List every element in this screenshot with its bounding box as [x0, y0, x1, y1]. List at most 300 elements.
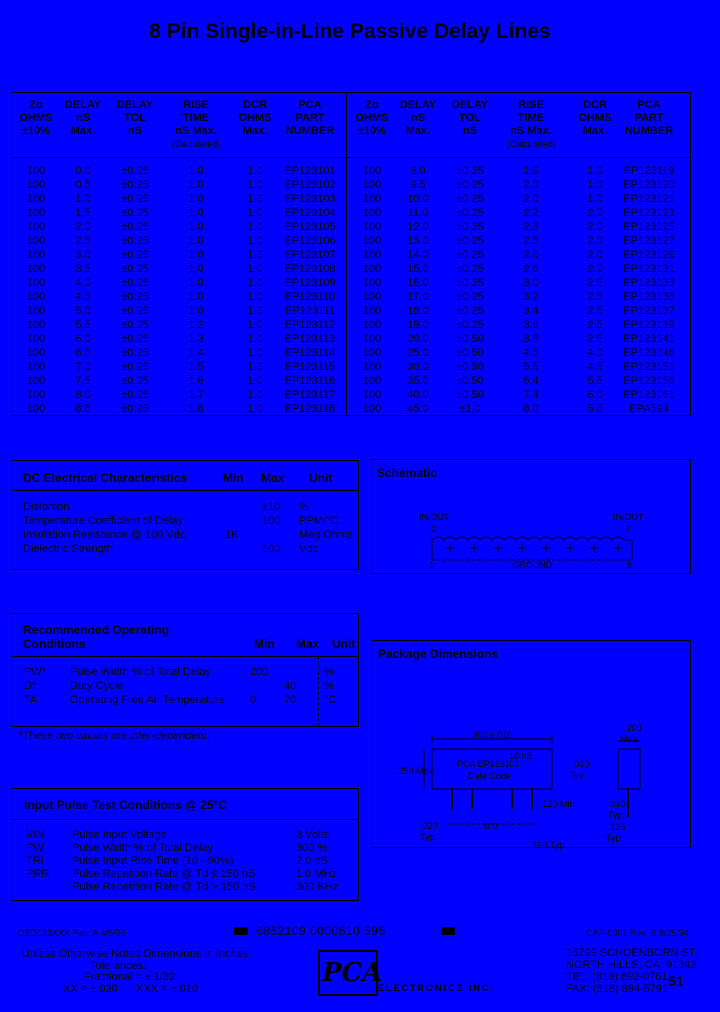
table-cell: ±0.25 — [121, 165, 149, 177]
dim-100: .100 Typ. — [530, 840, 567, 850]
rec-title-1: Recommended Operating — [23, 623, 170, 637]
dc-title: DC Electrical Characteristics — [23, 471, 188, 485]
table-cell: ±0.25 — [456, 319, 484, 331]
table-cell: ±0.25 — [121, 333, 149, 345]
rec-col-min: Min — [254, 637, 275, 651]
table-header-right-5-2: NUMBER — [624, 125, 674, 137]
table-cell: ±0.50 — [456, 375, 484, 387]
table-cell: ±1.0 — [459, 403, 481, 415]
table-cell: EP123108 — [284, 263, 336, 275]
table-cell: 3.4 — [523, 305, 539, 317]
addr-tel: TEL: (818) 892-0761 — [566, 971, 668, 983]
table-cell: 1.0 — [587, 179, 603, 191]
table-cell: ±0.25 — [456, 179, 484, 191]
table-cell: 1.7 — [188, 389, 204, 401]
table-header-left-2-1: TOL — [124, 112, 146, 124]
dc-row-max: ±10 — [262, 501, 281, 513]
table-cell: 12.0 — [407, 221, 429, 233]
table-cell: ±0.25 — [456, 249, 484, 261]
table-cell: 1.5 — [75, 207, 91, 219]
table-cell: EP123114 — [284, 347, 336, 359]
table-cell: ±0.25 — [121, 389, 149, 401]
dc-row-max: 100 — [262, 515, 281, 527]
schematic-pin-7: 7 — [626, 524, 632, 534]
addr-fax: FAX: (818) 894-5791 — [566, 983, 669, 995]
table-cell: 1.0 — [188, 277, 204, 289]
pkg-label-10ns: 10 nS — [509, 751, 533, 761]
table-cell: EP123133 — [623, 277, 675, 289]
table-header-right-1-1: nS — [410, 112, 426, 124]
table-header-left-3-3: (Calculated) — [171, 139, 221, 149]
table-cell: 2.6 — [523, 263, 539, 275]
dim-020-right-typ: Typ. — [569, 770, 587, 780]
table-header-left-5-2: NUMBER — [285, 125, 335, 137]
package-dimensions-box — [371, 640, 691, 848]
table-header-left-2-0: DELAY — [116, 99, 154, 111]
table-cell: ±0.25 — [121, 235, 149, 247]
dim-800: .800 ±.010 — [470, 730, 513, 740]
table-cell: ±0.25 — [456, 207, 484, 219]
table-cell: 1.0 — [188, 235, 204, 247]
table-cell: 1.8 — [188, 403, 204, 415]
input-row-label: Pulse Width % of Total Delay — [72, 842, 214, 854]
footer-note-1: Unless Otherwise Noted Dimensions in Inches — [22, 948, 249, 960]
table-cell: 2.0 — [523, 179, 539, 191]
table-cell: 14.0 — [407, 249, 429, 261]
table-cell: 1.0 — [247, 221, 263, 233]
table-cell: 1.6 — [188, 375, 204, 387]
table-cell: 1.0 — [247, 319, 263, 331]
table-cell: 1.0 — [587, 193, 603, 205]
table-cell: 100 — [26, 179, 46, 191]
input-row-sym: PW — [26, 842, 44, 854]
table-cell: 19.0 — [407, 319, 429, 331]
table-cell: 8.0 — [75, 389, 91, 401]
table-cell: 1.2 — [188, 319, 204, 331]
table-cell: ±0.50 — [456, 361, 484, 373]
rec-row-max: 40 — [284, 680, 297, 692]
table-cell: 4.0 — [75, 277, 91, 289]
table-cell: 100 — [362, 221, 382, 233]
dc-electrical-box — [11, 460, 359, 570]
table-cell: 1.0 — [247, 361, 263, 373]
table-cell: 2.0 — [587, 263, 603, 275]
dim-125-typ: Typ. — [606, 833, 624, 843]
dc-row-label: Insulation Resistance @ 100 Vdc — [23, 529, 186, 541]
table-cell: 4.5 — [523, 347, 539, 359]
dc-row-label: Distortion — [23, 501, 70, 513]
table-cell: ±0.25 — [121, 375, 149, 387]
table-cell: 1.9 — [523, 165, 539, 177]
page-number: 51 — [668, 973, 684, 989]
table-cell: ±0.25 — [121, 319, 149, 331]
table-cell: 2.5 — [587, 277, 603, 289]
table-cell: 1.0 — [247, 403, 263, 415]
recommended-operating-box — [11, 613, 359, 727]
table-cell: 100 — [26, 389, 46, 401]
table-cell: ±0.25 — [121, 305, 149, 317]
schematic-inout-left: IN/OUT — [419, 512, 450, 522]
table-cell: 2.5 — [523, 235, 539, 247]
table-header-right-2-2: nS — [462, 125, 478, 137]
table-cell: 25.0 — [407, 347, 429, 359]
table-cell: 100 — [26, 165, 46, 177]
rec-col-unit: Unit — [332, 637, 356, 651]
table-cell: 1.0 — [188, 305, 204, 317]
table-cell: 100 — [26, 193, 46, 205]
dc-col-max: Max — [261, 471, 285, 485]
table-cell: 5.5 — [523, 361, 539, 373]
table-cell: 100 — [362, 277, 382, 289]
table-cell: ±0.25 — [456, 263, 484, 275]
table-cell: 100 — [362, 249, 382, 261]
pkg-label-pca: PCA EP123101 — [457, 759, 520, 769]
input-row-val: 2.0 nS — [296, 855, 328, 867]
rec-row-unit: °C — [324, 694, 337, 706]
table-cell: 2.5 — [587, 319, 603, 331]
table-cell: EP123131 — [623, 263, 675, 275]
footer-right-code: CAP-0301 Rev. B 8/25/94 — [586, 928, 689, 938]
table-cell: 2.5 — [587, 305, 603, 317]
table-cell: EP123119 — [623, 165, 675, 177]
table-cell: EP123113 — [284, 333, 336, 345]
table-cell: EPA594 — [629, 403, 669, 415]
table-cell: ±0.25 — [121, 277, 149, 289]
table-cell: 17.0 — [407, 291, 429, 303]
table-header-left-0-0: Zo — [29, 99, 43, 111]
input-row-label: Pulse Input Rise Time (10 - 90%) — [72, 855, 234, 867]
input-row-sym: TRI — [26, 855, 44, 867]
dc-row-unit: Vdc — [299, 543, 318, 555]
schematic-ground-label: GROUND — [512, 560, 552, 570]
table-cell: ±0.25 — [121, 207, 149, 219]
table-header-left-4-2: Max. — [242, 125, 268, 137]
table-cell: EP123127 — [623, 235, 675, 247]
table-cell: ±0.50 — [456, 389, 484, 401]
table-header-right-2-0: DELAY — [451, 99, 489, 111]
footer-note-2: Tolerances: — [90, 960, 147, 972]
schematic-pin-1: 1 — [429, 560, 435, 570]
table-cell: 100 — [362, 263, 382, 275]
table-cell: 1.0 — [247, 249, 263, 261]
barcode-bar-left — [234, 927, 248, 935]
rec-row-min: 0 — [250, 694, 257, 706]
delay-lines-table — [11, 92, 691, 416]
table-cell: 6.0 — [75, 333, 91, 345]
table-cell: 45.0 — [407, 403, 429, 415]
table-cell: 5.0 — [75, 305, 91, 317]
table-cell: 6.0 — [587, 389, 603, 401]
footer-barcode: 6852109 0000610 696 — [256, 924, 386, 938]
table-cell: EP123110 — [284, 291, 336, 303]
table-cell: 1.0 — [188, 193, 204, 205]
dim-010: .010 — [608, 799, 626, 809]
table-cell: 3.8 — [523, 333, 539, 345]
table-cell: 100 — [26, 361, 46, 373]
footer-left-code: DSD123XXX Rev. A 4/5/96 — [18, 928, 126, 938]
table-cell: 100 — [362, 235, 382, 247]
table-cell: EP123129 — [623, 249, 675, 261]
table-cell: 1.0 — [75, 193, 91, 205]
table-cell: ±0.50 — [456, 333, 484, 345]
table-cell: 7.0 — [75, 361, 91, 373]
addr-2: NORTH HILLS, CA. 91343 — [566, 959, 697, 971]
input-row-sym: PRR — [26, 868, 50, 880]
table-header-right-1-0: DELAY — [399, 99, 437, 111]
table-cell: 1.0 — [188, 207, 204, 219]
table-cell: 100 — [362, 165, 382, 177]
table-cell: EP123141 — [623, 333, 675, 345]
table-cell: EP123139 — [623, 319, 675, 331]
package-drawing — [372, 641, 690, 847]
table-cell: EP123156 — [623, 375, 675, 387]
table-header-right-3-2: nS Max. — [510, 125, 552, 137]
dc-row-max: 100 — [262, 543, 281, 555]
table-cell: 1.0 — [247, 347, 263, 359]
table-cell: 4.5 — [75, 291, 91, 303]
table-header-left-0-1: OHMS — [19, 112, 53, 124]
table-cell: EP123101 — [284, 165, 336, 177]
input-row-label: Pulse Repetition Rate @ Td > 150 nS — [72, 881, 256, 893]
table-cell: EP123106 — [284, 235, 336, 247]
rec-row-sym: PW* — [24, 666, 46, 678]
table-cell: 3.2 — [523, 291, 539, 303]
table-cell: 7.4 — [523, 389, 539, 401]
table-cell: 4.0 — [587, 347, 603, 359]
dim-125: .125 — [608, 822, 626, 832]
rec-row-unit: % — [324, 666, 334, 678]
table-cell: 1.0 — [247, 291, 263, 303]
table-cell: EP123137 — [623, 305, 675, 317]
rec-row-min: 200 — [250, 666, 269, 678]
addr-1: 16799 SCHOENBORN ST. — [566, 947, 698, 959]
table-cell: EP123123 — [623, 207, 675, 219]
table-cell: 2.5 — [587, 333, 603, 345]
table-cell: 1.0 — [188, 249, 204, 261]
dc-col-unit: Unit — [309, 471, 333, 485]
table-header-left-5-1: PART — [295, 112, 325, 124]
table-header-left-4-0: DCR — [243, 99, 267, 111]
table-cell: EP123109 — [284, 277, 336, 289]
table-header-left-1-0: DELAY — [64, 99, 102, 111]
schematic-title: Schematic — [377, 466, 438, 480]
table-cell: 100 — [362, 403, 382, 415]
dc-row-label: Dielectric Strength — [23, 543, 113, 555]
table-cell: 1.0 — [188, 263, 204, 275]
footer-note-3: Fractional = ± 1/32 — [84, 971, 176, 983]
table-cell: 15.0 — [407, 263, 429, 275]
table-cell: 16.0 — [407, 277, 429, 289]
table-cell: 8.0 — [523, 403, 539, 415]
table-cell: 1.0 — [247, 263, 263, 275]
table-header-right-5-1: PART — [634, 112, 664, 124]
table-cell: 100 — [362, 319, 382, 331]
table-cell: EP123116 — [284, 375, 336, 387]
table-header-left-4-1: OHMS — [238, 112, 272, 124]
table-cell: 100 — [26, 263, 46, 275]
table-cell: 20.0 — [407, 333, 429, 345]
table-header-left-3-1: TIME — [182, 112, 210, 124]
table-cell: 0.0 — [75, 165, 91, 177]
dc-row-unit: % — [299, 501, 309, 513]
dc-row-unit: Meg Ohms — [299, 529, 353, 541]
table-cell: 1.3 — [188, 333, 204, 345]
table-header-left-2-2: nS — [127, 125, 143, 137]
table-header-right-2-1: TOL — [459, 112, 481, 124]
table-header-right-0-0: Zo — [365, 99, 379, 111]
company-name: ELECTRONICS INC. — [378, 983, 496, 993]
table-cell: 30.0 — [407, 361, 429, 373]
table-cell: 100 — [26, 221, 46, 233]
table-cell: EP123135 — [623, 291, 675, 303]
table-cell: ±0.25 — [121, 179, 149, 191]
dim-020-right: .020 — [572, 759, 590, 769]
dim-010-typ: Typ. — [608, 810, 626, 820]
pca-logo — [318, 950, 383, 996]
table-cell: 100 — [362, 333, 382, 345]
table-cell: 2.5 — [587, 291, 603, 303]
table-cell: 3.0 — [75, 249, 91, 261]
table-cell: EP123120 — [623, 179, 675, 191]
table-cell: ±0.25 — [121, 263, 149, 275]
table-cell: 1.0 — [188, 221, 204, 233]
input-row-label: Pulse Repetition Rate @ Td ≤ 150 nS — [72, 868, 256, 880]
table-cell: 3.5 — [75, 263, 91, 275]
table-cell: 1.0 — [247, 333, 263, 345]
table-header-left-5-0: PCA — [298, 99, 322, 111]
logo-text: PCA — [322, 958, 383, 988]
input-row-sym: VIN — [26, 829, 45, 841]
rec-row-max: 70 — [284, 694, 297, 706]
table-cell: 18.0 — [407, 305, 429, 317]
table-cell: EP123115 — [284, 361, 336, 373]
table-cell: 100 — [362, 375, 382, 387]
table-cell: 40.0 — [407, 389, 429, 401]
table-cell: 1.0 — [247, 193, 263, 205]
table-cell: 1.0 — [188, 179, 204, 191]
table-cell: 100 — [26, 375, 46, 387]
table-cell: 2.6 — [523, 249, 539, 261]
table-cell: 2.5 — [75, 235, 91, 247]
table-cell: ±0.25 — [121, 361, 149, 373]
table-cell: 100 — [26, 235, 46, 247]
table-cell: 1.0 — [247, 389, 263, 401]
table-cell: 100 — [362, 193, 382, 205]
input-row-val: 300 % — [296, 842, 328, 854]
table-cell: 13.0 — [407, 235, 429, 247]
table-cell: 100 — [26, 333, 46, 345]
table-cell: EP123112 — [284, 319, 336, 331]
dc-col-min: Min — [223, 471, 244, 485]
table-cell: 8.5 — [75, 403, 91, 415]
rec-row-sym: TA — [24, 694, 38, 706]
dim-250: .250 Max. — [396, 766, 436, 776]
table-cell: 100 — [26, 277, 46, 289]
table-cell: ±0.50 — [456, 347, 484, 359]
dim-020-left-typ: Typ. — [420, 832, 438, 842]
table-cell: EP123125 — [623, 221, 675, 233]
table-cell: ±0.25 — [456, 221, 484, 233]
input-row-val: 300 KHz — [296, 881, 339, 893]
table-header-right-4-0: DCR — [583, 99, 607, 111]
table-cell: 4.5 — [587, 361, 603, 373]
table-cell: EP123151 — [623, 361, 675, 373]
table-header-right-3-3: (Calculated) — [506, 139, 556, 149]
table-header-right-0-1: OHMS — [355, 112, 389, 124]
table-cell: 1.0 — [247, 165, 263, 177]
schematic-inout-right: IN/OUT — [613, 512, 644, 522]
table-cell: EP123104 — [284, 207, 336, 219]
delay-line-schematic — [422, 530, 642, 562]
input-row-val: 1.0 MHz — [296, 868, 337, 880]
table-cell: 100 — [362, 207, 382, 219]
rec-row-sym: D* — [24, 680, 37, 692]
table-header-right-0-2: ±10% — [357, 125, 387, 137]
table-cell: EP123117 — [284, 389, 336, 401]
schematic-pin-8: 8 — [627, 560, 633, 570]
table-cell: 100 — [26, 249, 46, 261]
table-cell: 100 — [362, 347, 382, 359]
input-pulse-box — [11, 788, 359, 901]
table-cell: 1.0 — [247, 277, 263, 289]
table-cell: 2.0 — [587, 249, 603, 261]
rec-col-max: Max — [296, 637, 320, 651]
table-cell: ±0.25 — [121, 249, 149, 261]
rec-note: *These two values are inter-dependent. — [18, 730, 210, 742]
table-cell: ±0.25 — [456, 277, 484, 289]
package-title: Package Dimensions — [378, 647, 499, 661]
table-cell: EP123103 — [284, 193, 336, 205]
table-cell: 100 — [362, 179, 382, 191]
table-cell: 3.6 — [523, 319, 539, 331]
table-cell: 5.5 — [587, 375, 603, 387]
table-cell: 100 — [26, 291, 46, 303]
table-cell: 0.5 — [75, 179, 91, 191]
table-cell: 1.5 — [188, 361, 204, 373]
pkg-label-date: Date Code — [468, 771, 512, 781]
rec-row-unit: % — [324, 680, 334, 692]
table-cell: 5.5 — [75, 319, 91, 331]
table-cell: 1.0 — [247, 305, 263, 317]
table-cell: 100 — [26, 347, 46, 359]
table-cell: 100 — [26, 207, 46, 219]
table-header-left-1-2: Max. — [70, 125, 96, 137]
schematic-pin-2: 2 — [431, 524, 437, 534]
table-header-left-1-1: nS — [75, 112, 91, 124]
table-cell: ±0.25 — [121, 291, 149, 303]
table-cell: 6.4 — [523, 375, 539, 387]
table-cell: ±0.25 — [121, 347, 149, 359]
table-cell: EP123102 — [284, 179, 336, 191]
dim-200-sub: Max. — [620, 734, 640, 744]
table-cell: 1.0 — [247, 375, 263, 387]
dc-row-unit: PPM/°C — [299, 515, 339, 527]
table-cell: 100 — [26, 305, 46, 317]
table-cell: 100 — [362, 389, 382, 401]
table-cell: ±0.25 — [121, 403, 149, 415]
rec-title-2: Conditions — [23, 637, 86, 651]
table-cell: 2.0 — [587, 235, 603, 247]
input-row-label: Pulse Input Voltage — [72, 829, 167, 841]
table-cell: EP123121 — [623, 193, 675, 205]
table-cell: ±0.25 — [456, 165, 484, 177]
table-cell: ±0.25 — [456, 235, 484, 247]
table-cell: 100 — [26, 319, 46, 331]
table-cell: 1.4 — [188, 347, 204, 359]
table-header-right-1-2: Max. — [405, 125, 431, 137]
table-cell: 5.5 — [587, 403, 603, 415]
table-cell: 35.0 — [407, 375, 429, 387]
